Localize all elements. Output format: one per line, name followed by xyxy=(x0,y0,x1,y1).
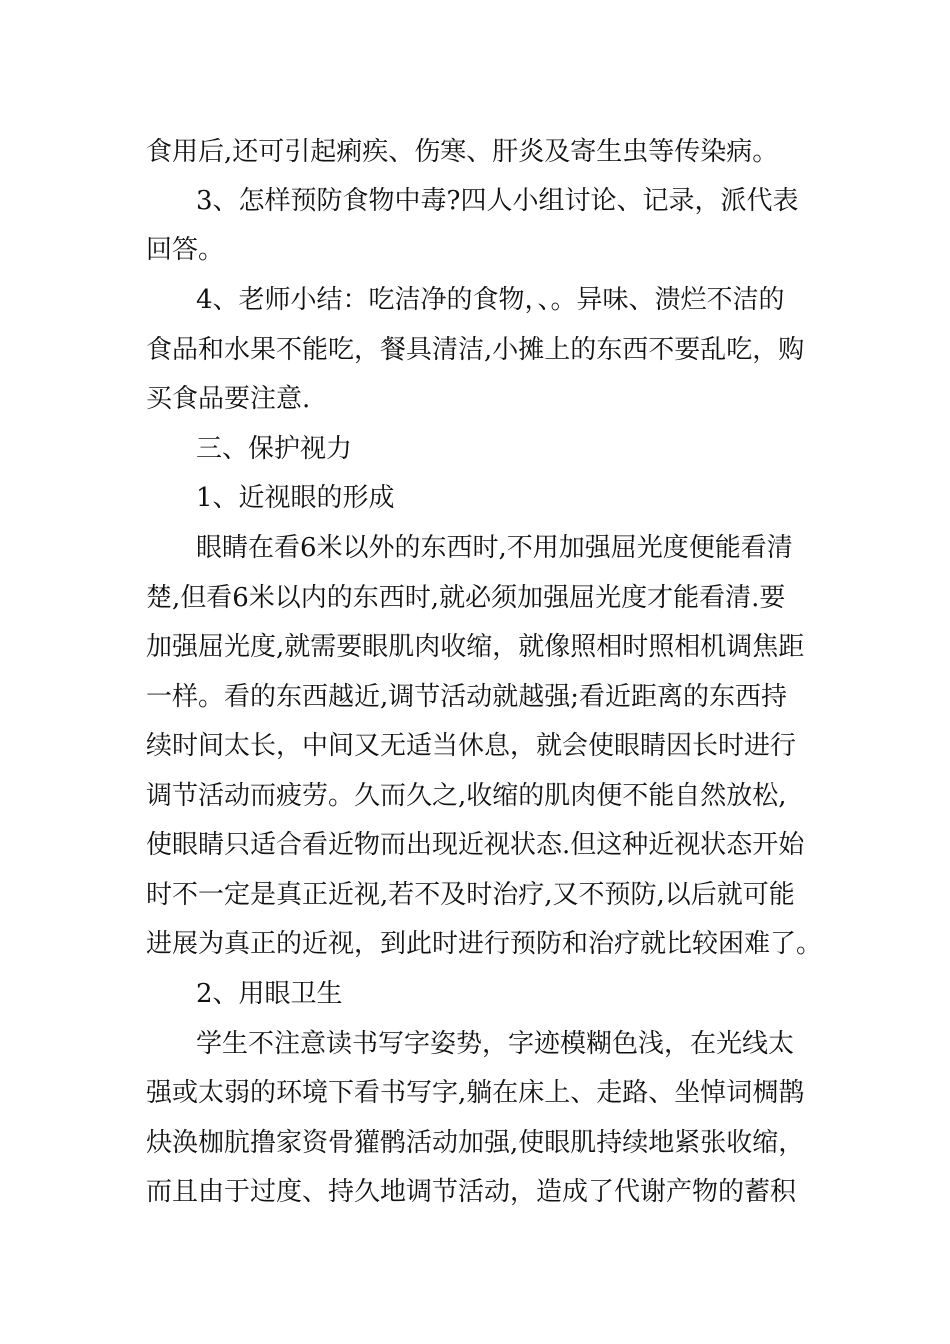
paragraph-line: 进展为真正的近视，到此时进行预防和治疗就比较困难了。 xyxy=(146,929,823,959)
paragraph-line: 一样。看的东西越近,调节活动就越强;看近距离的东西持 xyxy=(146,682,788,712)
paragraph-line: 使眼睛只适合看近物而出现近视状态.但这种近视状态开始 xyxy=(146,830,805,860)
paragraph-line: 3、怎样预防食物中毒?四人小组讨论、记录，派代表 xyxy=(196,186,799,216)
paragraph-line: 买食品要注意. xyxy=(146,384,311,414)
paragraph-line: 4、老师小结：吃洁净的食物，、。异味、溃烂不洁的 xyxy=(196,285,785,315)
paragraph-line: 强或太弱的环境下看书写字,躺在床上、走路、坐悼词椆鹊 xyxy=(146,1078,805,1108)
paragraph-line: 炔涣枷肮撸家资骨獾鹘活动加强,使眼肌持续地紧张收缩， xyxy=(146,1128,805,1158)
paragraph-line: 调节活动而疲劳。久而久之,收缩的肌肉便不能自然放松, xyxy=(146,781,787,811)
subsection-heading: 2、用眼卫生 xyxy=(196,979,343,1009)
paragraph-line: 回答。 xyxy=(146,235,225,265)
paragraph-line: 食品和水果不能吃，餐具清洁,小摊上的东西不要乱吃，购 xyxy=(146,335,805,365)
paragraph-line: 而且由于过度、持久地调节活动，造成了代谢产物的蓄积 xyxy=(146,1177,797,1207)
paragraph-line: 加强屈光度,就需要眼肌肉收缩，就像照相时照相机调焦距 xyxy=(146,632,805,662)
paragraph-line: 食用后,还可引起痢疾、伤寒、肝炎及寄生虫等传染病。 xyxy=(146,137,779,167)
paragraph-line: 楚,但看6米以内的东西时,就必须加强屈光度才能看清.要 xyxy=(146,583,786,613)
subsection-heading: 1、近视眼的形成 xyxy=(196,483,395,513)
section-heading: 三、保护视力 xyxy=(196,434,353,464)
paragraph-line: 学生不注意读书写字姿势，字迹模糊色浅，在光线太 xyxy=(196,1029,795,1059)
paragraph-line: 续时间太长，中间又无适当休息，就会使眼睛因长时进行 xyxy=(146,731,797,761)
paragraph-line: 眼睛在看6米以外的东西时,不用加强屈光度便能看清 xyxy=(196,533,793,563)
paragraph-line: 时不一定是真正近视,若不及时治疗,又不预防,以后就可能 xyxy=(146,880,795,910)
